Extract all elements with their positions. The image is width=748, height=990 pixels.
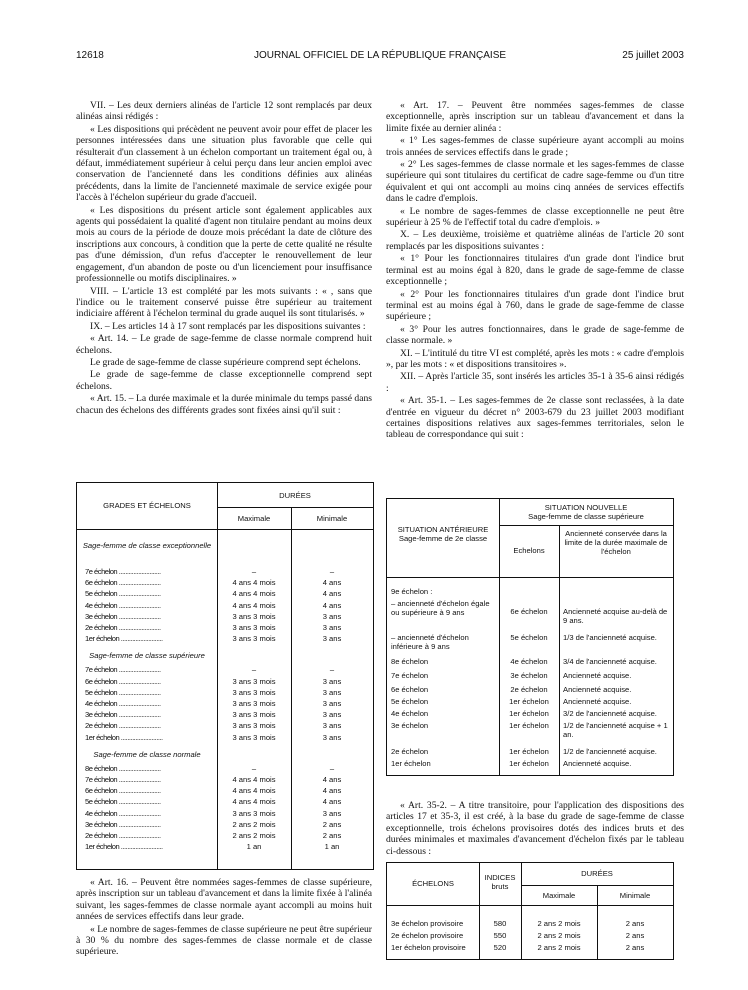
paragraph: « 1° Pour les fonctionnaires titulaires d'un grade dont l'indice brut terminal est au moins égal à 820, dans le grade de sage-femme de classe exceptionnelle ; bbox=[386, 253, 684, 288]
echelon-label: 5e échelon .......................... bbox=[85, 797, 161, 807]
max-duration: 2 ans 2 mois bbox=[232, 831, 276, 840]
max-duration: 3 ans 3 mois bbox=[232, 623, 276, 632]
paragraph: « 3° Pour les autres fonctionnaires, dans le grade de sage-femme de classe normale. » bbox=[386, 323, 684, 347]
paragraph: « Art. 15. – La durée maximale et la durée minimale du temps passé dans chacun des échelons des différents grades sont fixées ainsi qu'il suit : bbox=[76, 393, 372, 416]
max-duration: 4 ans 4 mois bbox=[232, 775, 276, 784]
min-duration: 2 ans bbox=[625, 919, 645, 928]
min-duration: 2 ans bbox=[625, 931, 645, 940]
echelon-label: 2e échelon .......................... bbox=[85, 623, 161, 632]
durations-table bbox=[76, 482, 374, 870]
min-duration: 3 ans bbox=[322, 808, 342, 818]
paragraph: « 1° Les sages-femmes de classe supérieure ayant accompli au moins trois années de services effectifs dans le grade ; bbox=[386, 135, 684, 158]
paragraph: « Art. 35-2. – A titre transitoire, pour l'application des dispositions des articles 17 et 35-3, il est créé, à la base du grade de sage-femme de classe exceptionnelle, trois échelons provisoires dotés des indices bruts et des durées minimales et maximales d'avancement d'échelon fixés par le tableau ci-dessous : bbox=[386, 800, 684, 857]
min-header: Minimale bbox=[619, 891, 651, 900]
max-header: Maximale bbox=[237, 514, 271, 523]
min-duration: 2 ans bbox=[625, 943, 645, 952]
echelon-label: 3e échelon .......................... bbox=[85, 710, 161, 720]
min-duration: – bbox=[329, 665, 335, 675]
durees-header: DURÉES bbox=[279, 491, 311, 500]
min-duration: 4 ans bbox=[322, 797, 342, 807]
indice-brut: 550 bbox=[493, 931, 507, 940]
anciennete-cell: 3/4 de l'ancienneté acquise. bbox=[563, 657, 657, 666]
anterieure-cell: 4e échelon bbox=[391, 709, 429, 718]
provisional-echelons-table bbox=[386, 862, 674, 960]
max-duration: – bbox=[251, 665, 257, 675]
max-duration: 4 ans 4 mois bbox=[232, 797, 276, 807]
nouvel-echelon-cell: 5e échelon bbox=[510, 633, 548, 642]
max-duration: 3 ans 3 mois bbox=[232, 611, 276, 621]
echelon-label: 2e échelon .......................... bbox=[85, 721, 161, 731]
paragraph: « Le nombre de sages-femmes de classe exceptionnelle ne peut être supérieur à 25 % de l'effectif total du cadre d'emplois. » bbox=[386, 205, 684, 229]
min-duration: 4 ans bbox=[322, 589, 342, 599]
nouvel-echelon-cell: 1er échelon bbox=[509, 747, 549, 756]
max-duration: 4 ans 4 mois bbox=[232, 786, 276, 796]
echelon-label: 6e échelon .......................... bbox=[85, 786, 161, 796]
min-duration: 2 ans bbox=[322, 831, 342, 840]
min-duration: 3 ans bbox=[322, 676, 342, 686]
echelon-label: 1er échelon .......................... bbox=[85, 732, 163, 742]
anterieure-cell: 5e échelon bbox=[391, 697, 429, 706]
anterieure-subtitle: Sage-femme de 2e classe bbox=[398, 534, 488, 543]
anciennete-cell: 1/2 de l'ancienneté acquise. bbox=[563, 747, 657, 756]
min-duration: 3 ans bbox=[322, 732, 342, 742]
grade-group-title: Sage-femme de classe supérieure bbox=[89, 651, 205, 661]
page-number: 12618 bbox=[76, 50, 104, 61]
nouvel-echelon-cell: 2e échelon bbox=[510, 685, 548, 694]
right-column bbox=[386, 100, 684, 442]
min-duration: – bbox=[329, 567, 335, 576]
echelon-label: 6e échelon .......................... bbox=[85, 676, 161, 686]
min-duration: 4 ans bbox=[322, 578, 342, 588]
max-duration: 3 ans 3 mois bbox=[232, 808, 276, 818]
nouvel-echelon-cell: 6e échelon bbox=[510, 607, 548, 616]
right-mid-text bbox=[386, 800, 684, 858]
echelon-label: 5e échelon .......................... bbox=[85, 687, 161, 697]
max-duration: 1 an bbox=[246, 842, 262, 852]
anterieure-cell: – ancienneté d'échelon égale ou supérieure à 9 ans bbox=[391, 599, 490, 617]
max-duration: 3 ans 3 mois bbox=[232, 687, 276, 697]
paragraph: XI. – L'intitulé du titre VI est complété, après les mots : « cadre d'emplois », par les mots : « et dispositions transitoires ». bbox=[386, 347, 684, 370]
anterieure-title: SITUATION ANTÉRIEURE bbox=[397, 525, 489, 534]
echelons-header: Echelons bbox=[513, 546, 545, 555]
nouvel-echelon-cell: 4e échelon bbox=[510, 657, 548, 666]
grades-header: GRADES ET ÉCHELONS bbox=[103, 501, 191, 510]
anterieure-cell: 8e échelon bbox=[391, 657, 429, 666]
paragraph: IX. – Les articles 14 à 17 sont remplacés par les dispositions suivantes : bbox=[90, 320, 366, 332]
echelon-label: 8e échelon .......................... bbox=[85, 763, 161, 773]
echelon-label: 3e échelon .......................... bbox=[85, 611, 161, 621]
paragraph: Le grade de sage-femme de classe supérieure comprend sept échelons. bbox=[90, 356, 361, 368]
anterieure-cell: 3e échelon bbox=[391, 721, 429, 730]
echelon-label: 1er échelon .......................... bbox=[85, 634, 163, 644]
max-duration: 2 ans 2 mois bbox=[537, 919, 581, 928]
echelon-label: 4e échelon .......................... bbox=[85, 699, 161, 708]
min-duration: – bbox=[329, 763, 335, 773]
anciennete-cell: Ancienneté acquise. bbox=[563, 685, 632, 694]
anterieure-cell: 6e échelon bbox=[391, 685, 429, 694]
min-duration: 3 ans bbox=[322, 623, 342, 632]
min-duration: 3 ans bbox=[322, 710, 342, 720]
echelon-label: 2e échelon .......................... bbox=[85, 831, 161, 840]
max-duration: 3 ans 3 mois bbox=[232, 721, 276, 731]
anterieure-cell: 9e échelon : bbox=[391, 587, 433, 596]
anciennete-header: Ancienneté conservée dans la limite de la durée maximale de l'échelon bbox=[564, 529, 668, 556]
echelon-label: 6e échelon .......................... bbox=[85, 578, 161, 588]
max-duration: 4 ans 4 mois bbox=[232, 600, 276, 610]
paragraph: VII. – Les deux derniers alinéas de l'article 12 sont remplacés par deux alinéas ainsi rédigés : bbox=[76, 100, 372, 123]
nouvel-echelon-cell: 1er échelon bbox=[509, 697, 549, 706]
echelon-label: 4e échelon .......................... bbox=[85, 600, 161, 610]
echelon-label: 1er échelon .......................... bbox=[85, 842, 163, 852]
max-duration: 3 ans 3 mois bbox=[232, 710, 276, 720]
anterieure-cell: 1er échelon bbox=[391, 759, 431, 768]
paragraph: « Art. 16. – Peuvent être nommées sages-femmes de classe supérieure, après inscription sur un tableau d'avancement et dans la limite fixée à l'alinéa suivant, les sages-femmes de classe normale ayant accompli au moins huit années de services effectifs dans leur grade. bbox=[76, 877, 372, 923]
anciennete-cell: Ancienneté acquise au-delà de 9 ans. bbox=[563, 607, 668, 625]
durees-header: DURÉES bbox=[581, 869, 613, 878]
echelon-label: 7e échelon .......................... bbox=[85, 567, 161, 576]
min-duration: 3 ans bbox=[322, 687, 342, 697]
echelon-provisoire: 3e échelon provisoire bbox=[391, 919, 464, 928]
paragraph: X. – Les deuxième, troisième et quatrième alinéas de l'article 20 sont remplacés par les dispositions suivantes : bbox=[386, 229, 684, 252]
min-duration: 3 ans bbox=[322, 699, 342, 708]
indice-brut: 580 bbox=[493, 919, 507, 928]
paragraph: « Le nombre de sages-femmes de classe supérieure ne peut être supérieur à 30 % du nombre des sages-femmes de classe normale et de classe supérieure. bbox=[76, 923, 372, 958]
publication-date: 25 juillet 2003 bbox=[622, 50, 684, 61]
paragraph: VIII. – L'article 13 est complété par les mots suivants : « , sans que l'indice ou le traitement conservé puisse être supérieur au traitement indiciaire afférent à l'échelon terminal du grade auquel ils sont titularisés. » bbox=[76, 285, 372, 320]
left-column bbox=[76, 100, 372, 417]
paragraph: « Les dispositions qui précèdent ne peuvent avoir pour effet de placer les personnes intéressées dans une situation plus favorable que celle qui résulterait d'un classement à un échelon comportant un traitement égal ou, à défaut, immédiatement supérieur à celui perçu dans leur ancien emploi avec conservation de l'ancienneté dans les conditions définies aux alinéas précédents, dans la limite de l'ancienneté maximale de service exigée pour l'accès à l'échelon supérieur du grade d'accueil. bbox=[76, 123, 372, 204]
min-duration: 3 ans bbox=[322, 721, 342, 731]
echelon-provisoire: 1er échelon provisoire bbox=[391, 943, 466, 952]
max-duration: 4 ans 4 mois bbox=[232, 578, 276, 588]
min-duration: 2 ans bbox=[322, 819, 342, 829]
echelon-label: 7e échelon .......................... bbox=[85, 775, 161, 784]
max-duration: 2 ans 2 mois bbox=[537, 931, 581, 940]
left-bottom-text bbox=[76, 877, 372, 959]
echelon-label: 5e échelon .......................... bbox=[85, 589, 161, 599]
min-header: Minimale bbox=[316, 514, 348, 523]
echelons-header: ÉCHELONS bbox=[412, 879, 454, 888]
max-duration: 2 ans 2 mois bbox=[537, 943, 581, 952]
paragraph: « Les dispositions du présent article sont également applicables aux agents qui possédaient la qualité d'agent non titulaire pendant au moins deux mois au cours de la période de douze mois précédant la date de clôture des inscriptions aux concours, à condition que la perte de cette qualité ne résulte pas d'une démission, d'un refus d'accepter le renouvellement de leur engagement, d'un abandon de poste ou d'un licenciement pour insuffisance professionnelle ou motifs disciplinaires. » bbox=[76, 204, 372, 285]
grade-group-title: Sage-femme de classe normale bbox=[93, 749, 201, 759]
paragraph: « Art. 35-1. – Les sages-femmes de 2e classe sont reclassées, à la date d'entrée en vigueur du décret n° 2003-679 du 23 juillet 2003 modifiant certaines dispositions relatives aux sages-femmes territoriales, selon le tableau de correspondance qui suit : bbox=[386, 395, 684, 441]
min-duration: 3 ans bbox=[322, 611, 342, 621]
anterieure-header bbox=[387, 525, 499, 543]
nouvel-echelon-cell: 3e échelon bbox=[510, 671, 548, 680]
echelon-provisoire: 2e échelon provisoire bbox=[391, 931, 464, 940]
indice-brut: 520 bbox=[493, 943, 507, 952]
journal-title: JOURNAL OFFICIEL DE LA RÉPUBLIQUE FRANÇAISE bbox=[253, 50, 507, 61]
max-duration: 3 ans 3 mois bbox=[232, 732, 276, 742]
min-duration: 4 ans bbox=[322, 786, 342, 796]
paragraph: Le grade de sage-femme de classe exceptionnelle comprend sept échelons. bbox=[76, 369, 372, 392]
echelon-label: 3e échelon .......................... bbox=[85, 819, 161, 829]
echelon-label: 7e échelon .......................... bbox=[85, 665, 161, 675]
nouvelle-subtitle: Sage-femme de classe supérieure bbox=[528, 512, 644, 521]
nouvelle-title: SITUATION NOUVELLE bbox=[544, 503, 628, 512]
correspondence-table bbox=[386, 498, 674, 776]
min-duration: 1 an bbox=[324, 842, 340, 852]
max-duration: 4 ans 4 mois bbox=[232, 589, 276, 599]
max-duration: 3 ans 3 mois bbox=[232, 634, 276, 644]
anterieure-cell: 2e échelon bbox=[391, 747, 429, 756]
indices-header: INDICES bruts bbox=[484, 873, 516, 891]
paragraph: XII. – Après l'article 35, sont insérés les articles 35-1 à 35-6 ainsi rédigés : bbox=[386, 371, 684, 394]
max-duration: – bbox=[251, 567, 257, 576]
max-duration: 3 ans 3 mois bbox=[232, 676, 276, 686]
paragraph: « Art. 14. – Le grade de sage-femme de classe normale comprend huit échelons. bbox=[76, 333, 372, 356]
nouvelle-header bbox=[499, 503, 673, 521]
nouvel-echelon-cell: 1er échelon bbox=[509, 709, 549, 718]
anciennete-cell: Ancienneté acquise. bbox=[563, 759, 632, 768]
anciennete-cell: 3/2 de l'ancienneté acquise. bbox=[563, 709, 657, 718]
paragraph: « 2° Pour les fonctionnaires titulaires d'un grade dont l'indice brut terminal est au moins égal à 760, dans le grade de sage-femme de classe supérieure ; bbox=[386, 288, 684, 323]
anciennete-cell: 1/2 de l'ancienneté acquise + 1 an. bbox=[563, 721, 668, 739]
anciennete-cell: Ancienneté acquise. bbox=[563, 697, 632, 706]
max-duration: 3 ans 3 mois bbox=[232, 699, 276, 708]
paragraph: « Art. 17. – Peuvent être nommées sages-femmes de classe exceptionnelle, après inscription sur un tableau d'avancement et dans la limite fixée au dernier alinéa : bbox=[386, 100, 684, 134]
max-duration: 2 ans 2 mois bbox=[232, 819, 276, 829]
anciennete-cell: Ancienneté acquise. bbox=[563, 671, 632, 680]
anterieure-cell: – ancienneté d'échelon inférieure à 9 ans bbox=[391, 633, 469, 651]
max-header: Maximale bbox=[542, 891, 576, 900]
nouvel-echelon-cell: 1er échelon bbox=[509, 759, 549, 768]
paragraph: « 2° Les sages-femmes de classe normale et les sages-femmes de classe supérieure qui sont titulaires du certificat de cadre sage-femme ou d'un titre équivalent et qui ont accompli au moins cinq années de services effectifs dans le cadre d'emplois. bbox=[386, 159, 684, 205]
anciennete-cell: 1/3 de l'ancienneté acquise. bbox=[563, 633, 657, 642]
nouvel-echelon-cell: 1er échelon bbox=[509, 721, 549, 730]
min-duration: 3 ans bbox=[322, 634, 342, 644]
max-duration: – bbox=[251, 763, 257, 773]
echelon-label: 4e échelon .......................... bbox=[85, 808, 161, 818]
anterieure-cell: 7e échelon bbox=[391, 671, 429, 680]
grade-group-title: Sage-femme de classe exceptionnelle bbox=[82, 541, 212, 550]
min-duration: 4 ans bbox=[322, 600, 342, 610]
min-duration: 4 ans bbox=[322, 775, 342, 784]
